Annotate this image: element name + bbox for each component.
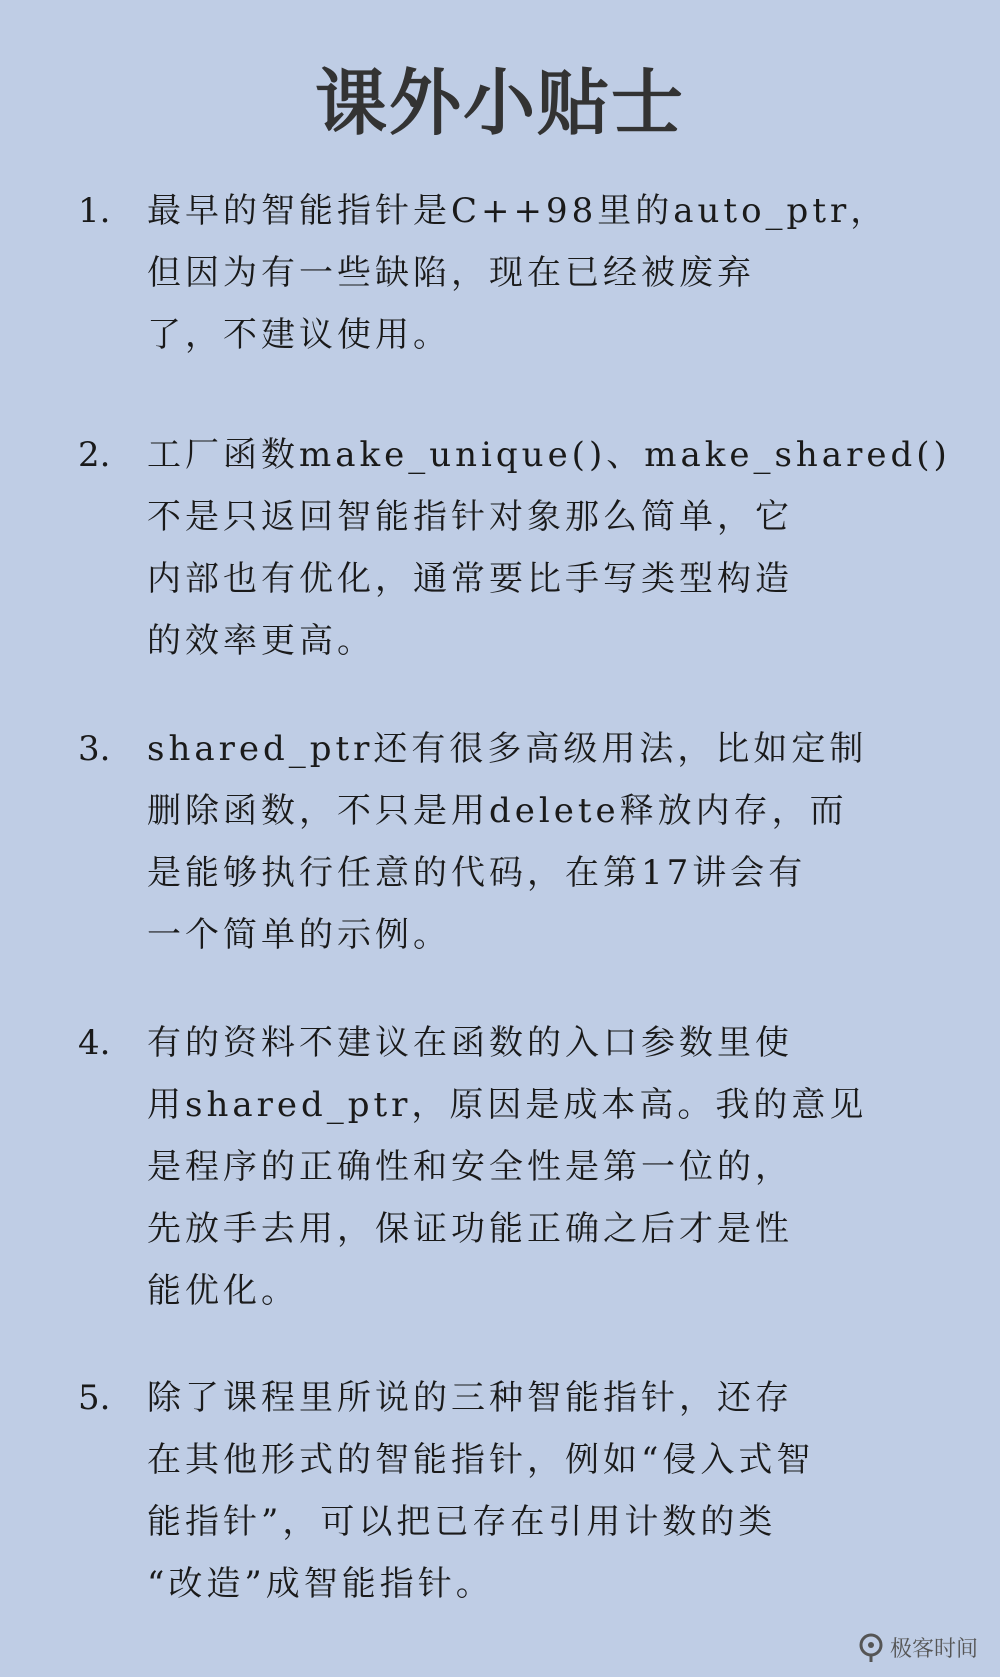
tip-number: 4. (78, 1023, 111, 1063)
tip-line: 先放手去用，保证功能正确之后才是性 (147, 1209, 793, 1249)
tip-line: shared_ptr还有很多高级用法，比如定制 (147, 729, 868, 769)
tip-line: 在其他形式的智能指针，例如“侵入式智 (147, 1440, 815, 1480)
tip-line: 删除函数，不只是用delete释放内存，而 (147, 791, 848, 831)
tip-line: 了，不建议使用。 (147, 315, 451, 355)
logo-text: 极客时间 (889, 1637, 978, 1662)
tip-line: 除了课程里所说的三种智能指针，还存 (147, 1378, 793, 1418)
tip-text (147, 1012, 937, 1322)
tip-line: 有的资料不建议在函数的入口参数里使 (147, 1023, 793, 1063)
tip-line: 是能够执行任意的代码，在第17讲会有 (147, 853, 807, 893)
tip-text (147, 718, 937, 966)
tip-line: “改造”成智能指针。 (147, 1564, 494, 1604)
tip-line: 工厂函数make_unique()、make_shared() (147, 435, 951, 475)
tip-line: 能指针”，可以把已存在引用计数的类 (147, 1502, 777, 1542)
geektime-logo (858, 1632, 978, 1663)
tip-number: 5. (78, 1378, 111, 1418)
tip-text (147, 1367, 937, 1615)
tip-text (147, 180, 937, 366)
page-title: 课外小贴士 (314, 61, 685, 145)
tip-line: 一个简单的示例。 (147, 915, 451, 955)
tip-line: 但因为有一些缺陷，现在已经被废弃 (147, 253, 755, 293)
tip-number: 2. (78, 435, 111, 475)
tip-line: 最早的智能指针是C++98里的auto_ptr， (147, 191, 889, 231)
tip-line: 用shared_ptr，原因是成本高。我的意见 (147, 1085, 868, 1125)
tip-number: 1. (78, 191, 111, 231)
tip-text (147, 424, 951, 672)
tip-line: 的效率更高。 (147, 621, 375, 661)
tip-line: 不是只返回智能指针对象那么简单，它 (147, 497, 793, 537)
tip-number: 3. (78, 729, 111, 769)
tip-line: 是程序的正确性和安全性是第一位的， (147, 1147, 793, 1187)
tip-line: 内部也有优化，通常要比手写类型构造 (147, 559, 793, 599)
geektime-logo-icon (858, 1633, 884, 1663)
tip-line: 能优化。 (147, 1271, 299, 1311)
